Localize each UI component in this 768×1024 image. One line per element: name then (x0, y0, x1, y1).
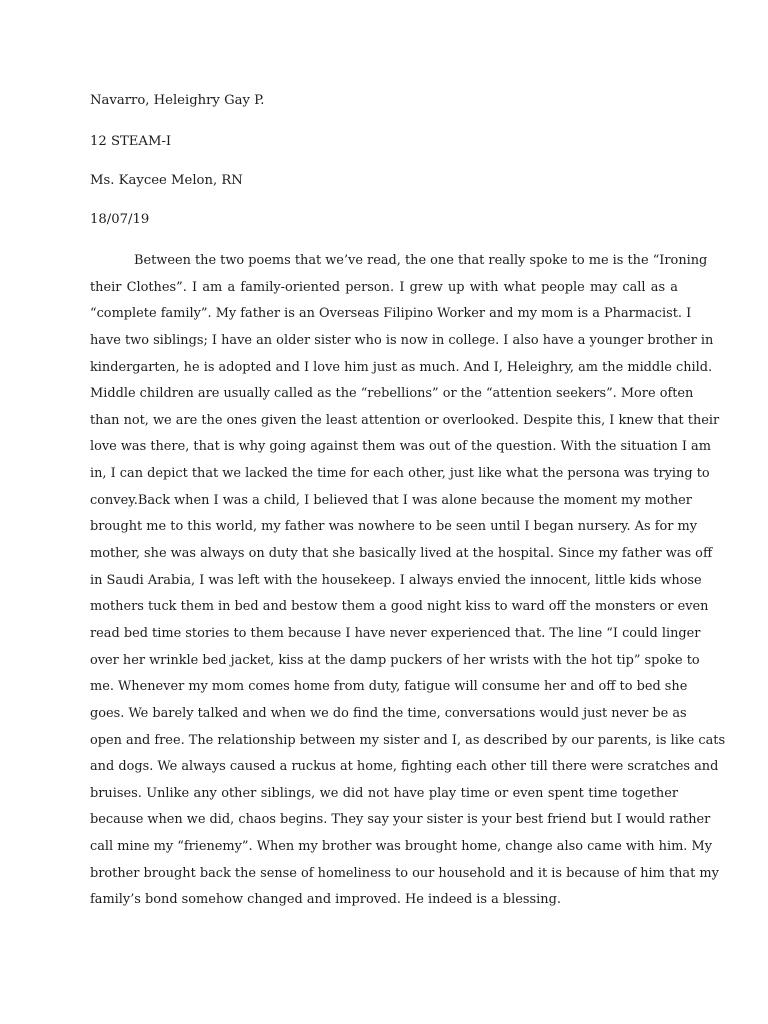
paragraph-line: Middle children are usually called as the “rebellions” or the “attention seekers”. More often (90, 386, 694, 402)
paragraph-line: call mine my “frienemy”. When my brother was brought home, change also came with him. My (90, 839, 712, 855)
paragraph-line: over her wrinkle bed jacket, kiss at the damp puckers of her wrists with the hot tip” spoke to (90, 652, 700, 668)
paragraph-line: mothers tuck them in bed and bestow them a good night kiss to ward off the monsters or even (90, 599, 709, 615)
paragraph-line: in, I can depict that we lacked the time for each other, just like what the persona was trying to (90, 466, 710, 482)
paragraph-line: and dogs. We always caused a ruckus at home, fighting each other till there were scratches and (90, 759, 719, 775)
paragraph-line: read bed time stories to them because I have never experienced that. The line “I could linger (90, 625, 701, 641)
paragraph-line: love was there, that is why going against them was out of the question. With the situation I am (90, 439, 711, 455)
paragraph-line: have two siblings; I have an older sister who is now in college. I also have a younger brother in (90, 332, 714, 348)
paragraph-line: in Saudi Arabia, I was left with the housekeep. I always envied the innocent, little kids whose (90, 572, 702, 588)
paragraph-line: goes. We barely talked and when we do find the time, conversations would just never be as (90, 705, 687, 721)
paragraph-line: “complete family”. My father is an Overseas Filipino Worker and my mom is a Pharmacist. I (90, 306, 692, 322)
paragraph-line: because when we did, chaos begins. They say your sister is your best friend but I would rather (90, 812, 711, 828)
paragraph-line: Between the two poems that we’ve read, the one that really spoke to me is the “Ironing (134, 253, 708, 268)
paragraph-line: open and free. The relationship between my sister and I, as described by our parents, is like cats (90, 732, 726, 748)
paragraph-line: their Clothes”. I am a family-oriented person. I grew up with what people may call as a (90, 279, 678, 295)
document-date: 18/07/19 (90, 212, 150, 227)
class-section: 12 STEAM-I (90, 134, 172, 149)
paragraph-line: kindergarten, he is adopted and I love him just as much. And I, Heleighry, am the middle child. (90, 359, 713, 375)
essay-paragraph (90, 248, 726, 914)
paragraph-line: mother, she was always on duty that she basically lived at the hospital. Since my father was off (90, 546, 713, 562)
paragraph-line: brother brought back the sense of homeliness to our household and it is because of him that my (90, 865, 719, 881)
paragraph-line: brought me to this world, my father was nowhere to be seen until I began nursery. As for my (90, 519, 697, 535)
teacher-name: Ms. Kaycee Melon, RN (90, 173, 243, 188)
paragraph-line: than not, we are the ones given the least attention or overlooked. Despite this, I knew that their (90, 412, 720, 428)
paragraph-line: me. Whenever my mom comes home from duty, fatigue will consume her and off to bed she (90, 679, 688, 695)
paragraph-line: bruises. Unlike any other siblings, we did not have play time or even spent time together (90, 785, 678, 801)
paragraph-line: convey.Back when I was a child, I believed that I was alone because the moment my mother (90, 492, 692, 508)
student-name: Navarro, Heleighry Gay P. (90, 93, 265, 108)
paragraph-line: family’s bond somehow changed and improved. He indeed is a blessing. (90, 892, 561, 908)
